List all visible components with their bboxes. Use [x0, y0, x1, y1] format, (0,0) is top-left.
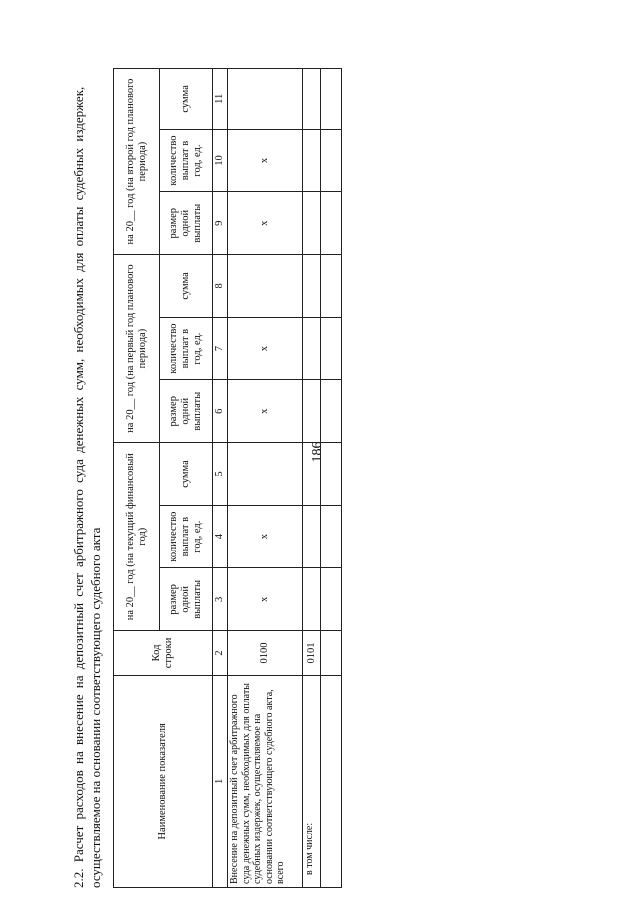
calculation-table [113, 68, 342, 888]
header-payments-count-1: количество выплат в год, ед. [160, 505, 213, 568]
column-number-row [213, 69, 228, 888]
row-code: 0101 [303, 631, 321, 675]
not-applicable-mark: x [228, 129, 303, 192]
header-sum-3: сумма [160, 69, 213, 130]
column-number: 10 [213, 129, 228, 192]
value-cell [303, 255, 321, 318]
header-period-first-plan-year: на 20__ год (на первый год планового периода) [114, 255, 160, 443]
header-payment-size-1: размер одной выплаты [160, 568, 213, 631]
value-cell [303, 443, 321, 506]
row-name [321, 675, 342, 887]
page-number: 186 [310, 441, 325, 463]
header-payments-count-2: количество выплат в год, ед. [160, 317, 213, 380]
table-row [228, 69, 303, 888]
value-cell [303, 192, 321, 255]
value-cell [321, 568, 342, 631]
column-number: 5 [213, 443, 228, 506]
table-row [321, 69, 342, 888]
not-applicable-mark: x [228, 192, 303, 255]
value-cell [321, 505, 342, 568]
header-period-current-year: на 20__ год (на текущий финансовый год) [114, 443, 160, 631]
column-number: 9 [213, 192, 228, 255]
value-cell [321, 317, 342, 380]
value-cell [303, 317, 321, 380]
header-indicator-name: Наименование показателя [114, 675, 213, 887]
row-code [321, 631, 342, 675]
column-number: 8 [213, 255, 228, 318]
not-applicable-mark: x [228, 505, 303, 568]
header-payments-count-3: количество выплат в год, ед. [160, 129, 213, 192]
column-number: 6 [213, 380, 228, 443]
value-cell [321, 255, 342, 318]
column-number: 7 [213, 317, 228, 380]
header-period-second-plan-year: на 20__ год (на второй год планового периода) [114, 69, 160, 255]
row-code: 0100 [228, 631, 303, 675]
not-applicable-mark: x [228, 317, 303, 380]
row-name: в том числе: [303, 675, 321, 887]
column-number: 4 [213, 505, 228, 568]
heading-line-1: 2.2. Расчет расходов на внесение на депозитный счет арбитражного суда денежных сумм, необходимых для оплаты судебных издержек, [71, 86, 86, 888]
row-name: Внесение на депозитный счет арбитражного суда денежных сумм, необходимых для оплаты судебных издержек, осуществляемое на основании соответствующего судебного акта, всего [228, 675, 303, 887]
header-payment-size-2: размер одной выплаты [160, 380, 213, 443]
not-applicable-mark: x [228, 380, 303, 443]
column-number: 11 [213, 69, 228, 130]
value-cell [303, 380, 321, 443]
value-cell [303, 69, 321, 130]
header-line-code: Код строки [114, 631, 213, 675]
value-cell [321, 380, 342, 443]
column-number: 3 [213, 568, 228, 631]
value-cell [321, 192, 342, 255]
value-cell [321, 69, 342, 130]
not-applicable-mark: x [228, 568, 303, 631]
column-number: 2 [213, 631, 228, 675]
header-sum-1: сумма [160, 443, 213, 506]
heading-line-2: осуществляемое на основании соответствующего судебного акта [88, 527, 103, 888]
table-row [303, 69, 321, 888]
header-payment-size-3: размер одной выплаты [160, 192, 213, 255]
value-cell [303, 129, 321, 192]
rotated-page-content [70, 68, 330, 888]
value-cell [303, 568, 321, 631]
value-cell [228, 443, 303, 506]
value-cell [228, 255, 303, 318]
value-cell [321, 443, 342, 506]
value-cell [228, 69, 303, 130]
header-sum-2: сумма [160, 255, 213, 318]
value-cell [303, 505, 321, 568]
column-number: 1 [213, 675, 228, 887]
section-heading [70, 68, 104, 888]
value-cell [321, 129, 342, 192]
